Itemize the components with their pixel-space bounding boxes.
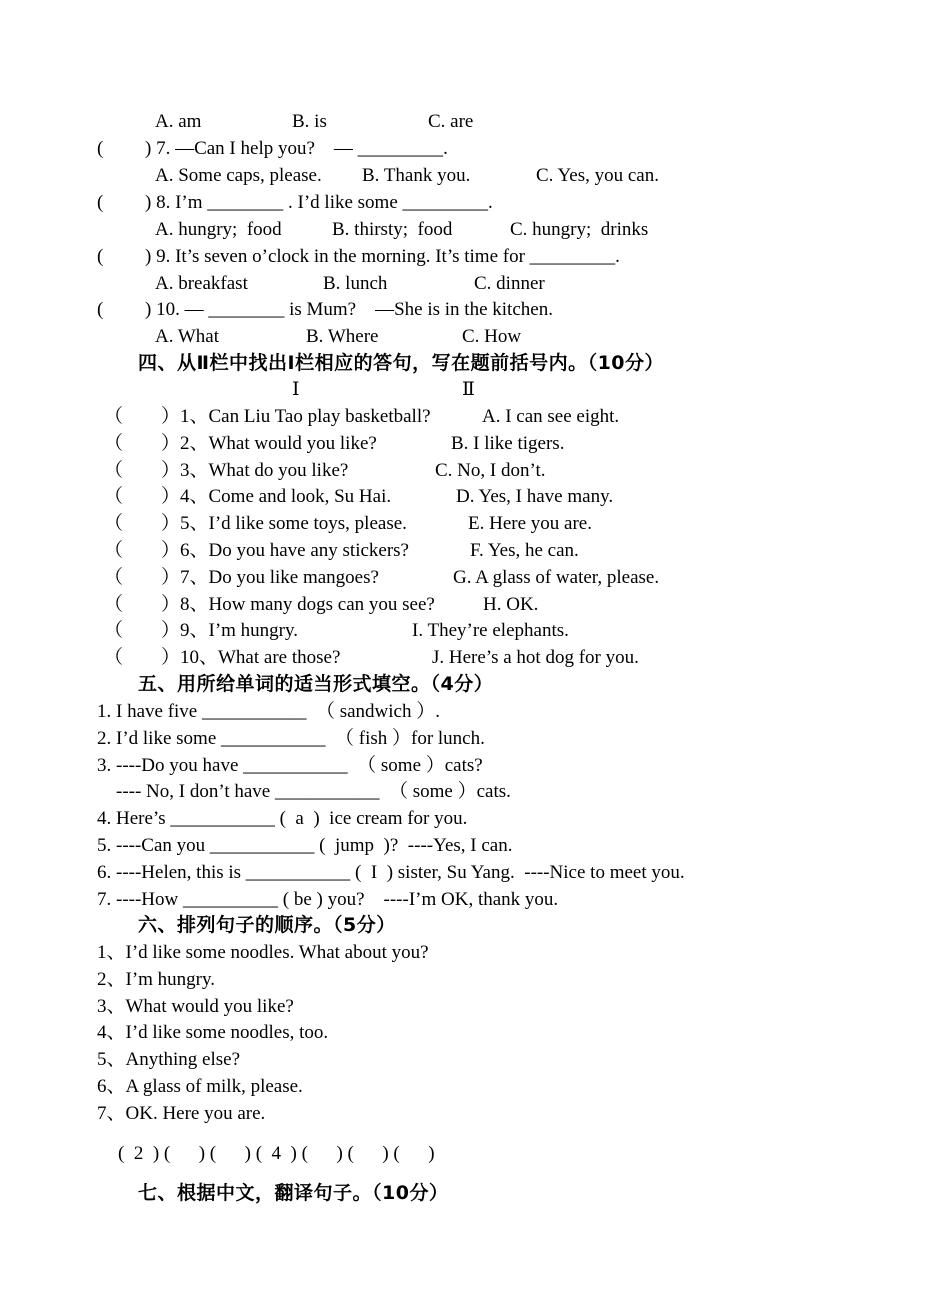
match-answer: J. Here’s a hot dog for you. bbox=[432, 647, 639, 669]
order-sentence: 1、I’d like some noodles. What about you? bbox=[97, 942, 429, 963]
match-answer: H. OK. bbox=[483, 593, 539, 615]
q6-option-c: C. are bbox=[428, 111, 474, 132]
q8-option-c: C. hungry; drinks bbox=[510, 219, 649, 240]
match-paren: （ ） bbox=[104, 406, 181, 427]
match-paren: （ ） bbox=[104, 593, 181, 615]
q8-option-b: B. thirsty; food bbox=[332, 219, 453, 240]
match-question: 1、Can Liu Tao play basketball? bbox=[180, 406, 431, 427]
q7-question: ) 7. —Can I help you? — _________. bbox=[145, 138, 448, 159]
q10-option-c: C. How bbox=[462, 326, 522, 347]
match-paren: （ ） bbox=[104, 513, 181, 535]
fill-blank-line: ---- No, I don’t have ___________ （ some ）cats. bbox=[97, 781, 511, 803]
section6-heading: 六、排列句子的顺序。（5分） bbox=[138, 914, 396, 936]
match-answer: D. Yes, I have many. bbox=[456, 486, 614, 508]
section6-answer-row: ( 2 ) ( ) ( ) ( 4 ) ( ) ( ) ( ) bbox=[118, 1143, 435, 1164]
q10-option-b: B. Where bbox=[306, 326, 379, 347]
q8-open-paren: ( bbox=[97, 192, 104, 213]
q10-question: ) 10. — ________ is Mum? —She is in the kitchen. bbox=[145, 299, 553, 320]
fill-blank-line: 7. ----How __________ ( be ) you? ----I’m OK, thank you. bbox=[97, 888, 559, 910]
match-answer: E. Here you are. bbox=[468, 513, 592, 535]
match-question: 7、Do you like mangoes? bbox=[180, 566, 379, 588]
match-question: 9、I’m hungry. bbox=[180, 620, 299, 642]
match-paren: （ ） bbox=[104, 459, 181, 481]
fill-blank-line: 6. ----Helen, this is ___________ ( I ) sister, Su Yang. ----Nice to meet you. bbox=[97, 861, 685, 883]
q9-question: ) 9. It’s seven o’clock in the morning. It’s time for _________. bbox=[145, 246, 620, 267]
q6-option-b: B. is bbox=[292, 111, 327, 132]
match-question: 4、Come and look, Su Hai. bbox=[180, 486, 392, 508]
q9-option-a: A. breakfast bbox=[155, 273, 248, 294]
q8-question: ) 8. I’m ________ . I’d like some _________. bbox=[145, 192, 493, 213]
order-sentence: 7、OK. Here you are. bbox=[97, 1102, 266, 1124]
match-question: 10、What are those? bbox=[180, 647, 341, 669]
match-answer: F. Yes, he can. bbox=[470, 540, 579, 561]
order-sentence: 4、I’d like some noodles, too. bbox=[97, 1022, 329, 1044]
order-sentence: 6、A glass of milk, please. bbox=[97, 1076, 303, 1097]
q10-open-paren: ( bbox=[97, 299, 104, 320]
match-answer: G. A glass of water, please. bbox=[453, 566, 660, 588]
match-question: 3、What do you like? bbox=[180, 459, 349, 481]
match-question: 5、I’d like some toys, please. bbox=[180, 513, 407, 535]
match-paren: （ ） bbox=[104, 566, 181, 588]
match-answer: I. They’re elephants. bbox=[412, 620, 569, 642]
fill-blank-line: 1. I have five ___________ （ sandwich ）. bbox=[97, 701, 440, 722]
fill-blank-line: 4. Here’s ___________ ( a ) ice cream for you. bbox=[97, 808, 468, 830]
match-question: 2、What would you like? bbox=[180, 432, 377, 454]
match-answer: B. I like tigers. bbox=[451, 432, 565, 454]
q7-open-paren: ( bbox=[97, 138, 104, 159]
q7-option-b: B. Thank you. bbox=[362, 165, 471, 186]
match-question: 6、Do you have any stickers? bbox=[180, 540, 409, 561]
q9-open-paren: ( bbox=[97, 246, 104, 267]
fill-blank-line: 2. I’d like some ___________ （ fish ）for lunch. bbox=[97, 727, 485, 749]
q9-option-b: B. lunch bbox=[323, 273, 388, 294]
order-sentence: 3、What would you like? bbox=[97, 995, 294, 1017]
q8-option-a: A. hungry; food bbox=[155, 219, 282, 240]
section5-heading: 五、用所给单词的适当形式填空。（4分） bbox=[138, 673, 494, 695]
fill-blank-line: 3. ----Do you have ___________ （ some ）cats? bbox=[97, 754, 483, 776]
q10-option-a: A. What bbox=[155, 326, 220, 347]
match-paren: （ ） bbox=[104, 620, 181, 642]
section4-col2-label: Ⅱ bbox=[462, 379, 475, 400]
match-paren: （ ） bbox=[104, 647, 181, 669]
match-paren: （ ） bbox=[104, 432, 181, 454]
q6-option-a: A. am bbox=[155, 111, 202, 132]
match-answer: C. No, I don’t. bbox=[435, 459, 546, 481]
match-paren: （ ） bbox=[104, 486, 181, 508]
order-sentence: 2、I’m hungry. bbox=[97, 968, 216, 990]
order-sentence: 5、Anything else? bbox=[97, 1049, 241, 1071]
q7-option-c: C. Yes, you can. bbox=[536, 165, 659, 186]
section4-col1-label: Ⅰ bbox=[292, 379, 300, 400]
match-question: 8、How many dogs can you see? bbox=[180, 593, 435, 615]
match-paren: （ ） bbox=[104, 540, 181, 561]
q7-option-a: A. Some caps, please. bbox=[155, 165, 322, 186]
q9-option-c: C. dinner bbox=[474, 273, 545, 294]
match-answer: A. I can see eight. bbox=[482, 406, 620, 427]
fill-blank-line: 5. ----Can you ___________ ( jump )? ----Yes, I can. bbox=[97, 835, 513, 856]
section7-heading: 七、根据中文，翻译句子。（10分） bbox=[138, 1182, 449, 1204]
section4-heading: 四、从Ⅱ栏中找出Ⅰ栏相应的答句，写在题前括号内。（10分） bbox=[138, 352, 665, 374]
